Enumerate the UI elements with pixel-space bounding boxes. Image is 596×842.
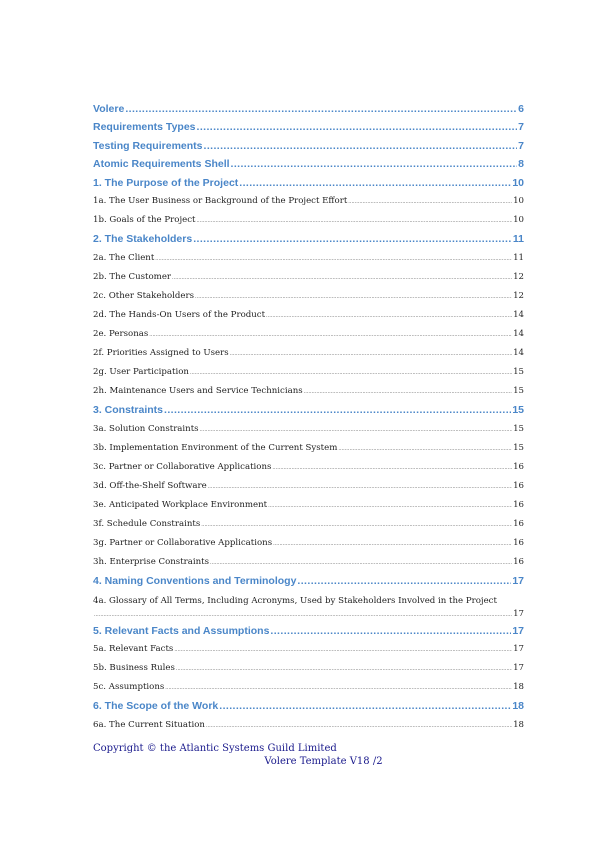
toc-entry-title: Atomic Requirements Shell: [93, 158, 230, 171]
toc-entry[interactable]: [93, 344, 524, 363]
toc-leader-dots: [206, 717, 512, 736]
toc-entry[interactable]: [93, 420, 524, 439]
toc-leader-dots: [230, 345, 512, 364]
toc-entry-page: 6: [518, 103, 524, 115]
toc-entry-title: 6. The Scope of the Work: [93, 700, 219, 713]
toc-entry[interactable]: [93, 496, 524, 515]
toc-entry[interactable]: [93, 572, 524, 590]
toc-entry-page: 12: [513, 290, 524, 301]
toc-leader-dots: [231, 155, 518, 173]
table-of-contents: [93, 100, 524, 735]
toc-entry[interactable]: [93, 439, 524, 458]
toc-leader-dots: [197, 118, 518, 136]
toc-entry-page: 15: [512, 404, 524, 417]
toc-entry[interactable]: [93, 325, 524, 344]
toc-entry-title: 2d. The Hands-On Users of the Product: [93, 309, 266, 320]
toc-entry[interactable]: [93, 211, 524, 230]
toc-entry[interactable]: [93, 230, 524, 248]
toc-entry-title: 4a. Glossary of All Terms, Including Acronyms, Used by Stakeholders Involved in the Project: [93, 595, 497, 606]
toc-entry[interactable]: [93, 716, 524, 735]
toc-entry-page: 16: [513, 519, 524, 530]
toc-entry-title: 2f. Priorities Assigned to Users: [93, 348, 229, 358]
toc-entry[interactable]: [93, 306, 524, 325]
toc-leader-dots: [348, 193, 512, 212]
copyright-notice: Copyright © the Atlantic Systems Guild Limited: [93, 743, 337, 754]
toc-entry-title: Testing Requirements: [93, 139, 203, 152]
toc-entry[interactable]: [93, 174, 524, 192]
toc-leader-dots: [155, 250, 512, 269]
toc-entry-title: Volere: [93, 103, 125, 115]
toc-entry[interactable]: [93, 659, 524, 678]
toc-entry[interactable]: [93, 553, 524, 572]
toc-entry-title: 5. Relevant Facts and Assumptions: [93, 624, 270, 637]
toc-entry-page: 10: [513, 195, 524, 206]
toc-entry-title: 5a. Relevant Facts: [93, 644, 174, 655]
toc-entry-title: 3e. Anticipated Workplace Environment: [93, 500, 268, 511]
toc-entry[interactable]: [93, 137, 524, 155]
toc-entry-title: 3h. Enterprise Constraints: [93, 557, 210, 568]
toc-leader-dots: [219, 697, 511, 715]
toc-entry[interactable]: [93, 678, 524, 697]
toc-entry-title: 5b. Business Rules: [93, 663, 175, 674]
toc-entry-page: 11: [512, 233, 524, 246]
toc-entry-page: 16: [513, 480, 524, 491]
toc-leader-dots: [201, 516, 512, 535]
toc-leader-dots: [208, 478, 512, 497]
toc-leader-dots: [210, 554, 512, 573]
toc-entry-title: Requirements Types: [93, 121, 196, 134]
toc-entry[interactable]: [93, 477, 524, 496]
toc-entry-title: 4. Naming Conventions and Terminology: [93, 575, 297, 588]
toc-entry-page: 18: [513, 719, 524, 730]
toc-entry-page: 17: [512, 575, 524, 588]
toc-entry-page: 17: [513, 663, 524, 674]
toc-entry-title: 5c. Assumptions: [93, 682, 165, 693]
toc-leader-dots: [266, 307, 512, 326]
toc-entry-title: 2. The Stakeholders: [93, 233, 193, 246]
toc-entry[interactable]: [93, 268, 524, 287]
toc-entry[interactable]: [93, 192, 524, 211]
toc-leader-dots: [338, 440, 512, 459]
toc-entry[interactable]: [93, 640, 524, 659]
toc-entry-page: 7: [518, 139, 524, 152]
toc-leader-dots: [193, 230, 512, 248]
toc-leader-dots: [164, 401, 511, 419]
toc-entry-title: 3d. Off-the-Shelf Software: [93, 480, 207, 491]
toc-entry-title: 2e. Personas: [93, 328, 149, 339]
toc-leader-dots: [149, 326, 512, 345]
toc-entry[interactable]: [93, 458, 524, 477]
toc-entry-page: 17: [513, 644, 524, 655]
toc-entry-title: 1a. The User Business or Background of the Project Effort: [93, 195, 348, 206]
toc-entry-title: 3b. Implementation Environment of the Current System: [93, 442, 338, 453]
template-version: Volere Template V18 /2: [264, 756, 383, 767]
toc-entry[interactable]: [93, 249, 524, 268]
toc-entry-page: 16: [513, 557, 524, 568]
toc-entry-title: 1b. Goals of the Project: [93, 215, 196, 226]
toc-entry-page: 16: [513, 500, 524, 511]
toc-entry-page: 11: [513, 252, 524, 263]
toc-entry-title: 2g. User Participation: [93, 367, 189, 378]
toc-entry[interactable]: [93, 100, 524, 118]
toc-entry-title: 1. The Purpose of the Project: [93, 176, 239, 189]
toc-leader-dots: [94, 609, 512, 622]
toc-entry-page: 15: [513, 423, 524, 434]
toc-entry[interactable]: [93, 118, 524, 136]
toc-entry[interactable]: [93, 534, 524, 553]
toc-entry-title: 2c. Other Stakeholders: [93, 290, 195, 301]
toc-leader-dots: [297, 572, 511, 590]
toc-leader-dots: [196, 212, 512, 231]
toc-leader-dots: [174, 641, 512, 660]
toc-entry-page: 8: [518, 158, 524, 171]
toc-entry-page: 17: [512, 624, 524, 637]
toc-entry[interactable]: [93, 697, 524, 715]
toc-leader-dots: [190, 364, 512, 383]
toc-leader-dots: [268, 497, 512, 516]
toc-entry-title: 2a. The Client: [93, 252, 155, 263]
toc-entry-page: 15: [513, 386, 524, 397]
toc-entry-title: 2b. The Customer: [93, 271, 172, 282]
toc-entry[interactable]: [93, 363, 524, 382]
toc-leader-dots: [195, 288, 512, 307]
toc-entry[interactable]: [93, 287, 524, 306]
toc-entry-title: 3f. Schedule Constraints: [93, 519, 201, 530]
toc-entry-page: 16: [513, 538, 524, 549]
toc-entry[interactable]: [93, 155, 524, 173]
toc-entry-title: 3a. Solution Constraints: [93, 423, 199, 434]
toc-entry-page: 15: [513, 367, 524, 378]
toc-entry-title: 3c. Partner or Collaborative Applications: [93, 461, 272, 472]
toc-entry-page: 16: [513, 461, 524, 472]
toc-leader-dots: [273, 535, 512, 554]
toc-entry-page: 7: [518, 121, 524, 134]
toc-leader-dots: [204, 137, 518, 155]
toc-entry-title: 3. Constraints: [93, 404, 164, 417]
toc-entry-title: 2h. Maintenance Users and Service Technicians: [93, 386, 303, 397]
toc-entry-page: 14: [513, 348, 524, 358]
toc-leader-dots: [176, 660, 512, 679]
toc-entry[interactable]: [93, 382, 524, 401]
toc-entry-page: 18: [512, 700, 524, 713]
toc-leader-dots: [239, 174, 511, 192]
toc-leader-dots: [272, 459, 512, 478]
toc-entry-page: 14: [513, 328, 524, 339]
toc-leader-dots: [304, 383, 512, 402]
toc-entry-page: 17: [513, 608, 524, 619]
page-footer: [93, 742, 524, 768]
toc-entry[interactable]: [93, 622, 524, 640]
toc-entry[interactable]: [93, 401, 524, 419]
toc-leader-dots: [165, 679, 512, 698]
toc-entry-page: 10: [513, 215, 524, 226]
toc-entry-page: 14: [513, 309, 524, 320]
toc-leader-dots: [270, 622, 511, 640]
toc-entry-title: 3g. Partner or Collaborative Applications: [93, 538, 273, 549]
toc-leader-dots: [200, 421, 512, 440]
toc-entry-title: 6a. The Current Situation: [93, 719, 205, 730]
toc-leader-dots: [172, 269, 512, 288]
toc-leader-dots: [125, 100, 517, 118]
toc-entry[interactable]: [93, 591, 524, 622]
toc-entry-page: 12: [513, 271, 524, 282]
toc-entry-page: 15: [513, 442, 524, 453]
toc-entry-page: 18: [513, 682, 524, 693]
toc-entry[interactable]: [93, 515, 524, 534]
toc-entry-page: 10: [512, 176, 524, 189]
